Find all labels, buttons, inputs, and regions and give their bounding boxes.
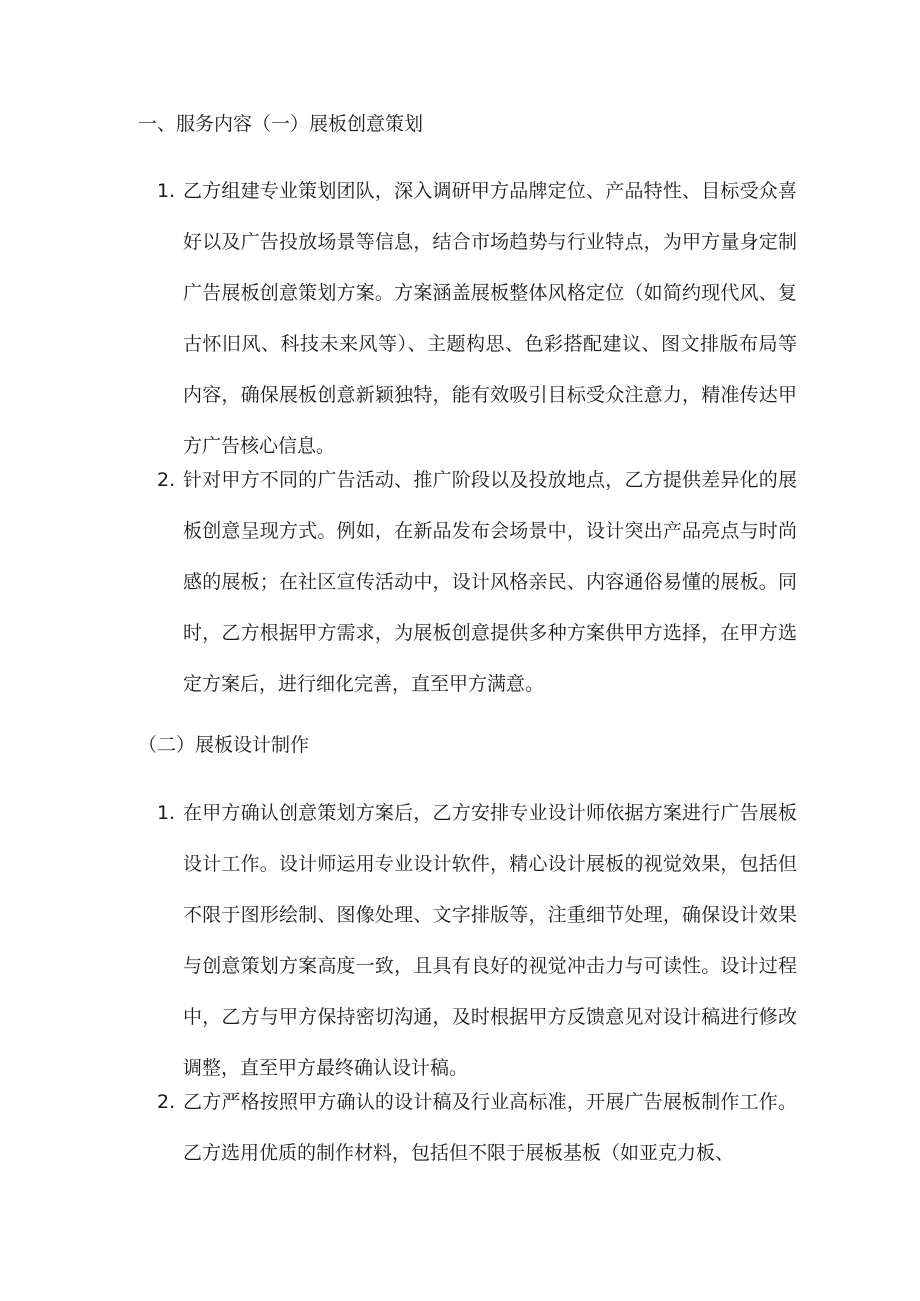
list-item (157, 1077, 797, 1179)
section-heading-design-production: （二）展板设计制作 (138, 734, 310, 756)
item-number: 1. (157, 802, 176, 824)
item-text: 乙方严格按照甲方确认的设计稿及行业高标准，开展广告展板制作工作。乙方选用优质的制作材料，包括但不限于展板基板（如亚克力板、 (183, 1091, 797, 1164)
list-item (157, 455, 797, 710)
list-item (157, 788, 797, 1094)
item-number: 1. (157, 180, 176, 202)
item-number: 2. (157, 469, 176, 491)
item-text: 在甲方确认创意策划方案后，乙方安排专业设计师依据方案进行广告展板设计工作。设计师运用专业设计软件，精心设计展板的视觉效果，包括但不限于图形绘制、图像处理、文字排版等，注重细节处理，确保设计效果与创意策划方案高度一致，且具有良好的视觉冲击力与可读性。设计过程中，乙方与甲方保持密切沟通，及时根据甲方反馈意见对设计稿进行修改调整，直至甲方最终确认设计稿。 (183, 802, 797, 1079)
item-text: 针对甲方不同的广告活动、推广阶段以及投放地点，乙方提供差异化的展板创意呈现方式。例如，在新品发布会场景中，设计突出产品亮点与时尚感的展板；在社区宣传活动中，设计风格亲民、内容通俗易懂的展板。同时，乙方根据甲方需求，为展板创意提供多种方案供甲方选择，在甲方选定方案后，进行细化完善，直至甲方满意。 (183, 469, 797, 695)
item-text: 乙方组建专业策划团队，深入调研甲方品牌定位、产品特性、目标受众喜好以及广告投放场景等信息，结合市场趋势与行业特点，为甲方量身定制广告展板创意策划方案。方案涵盖展板整体风格定位（如简约现代风、复古怀旧风、科技未来风等）、主题构思、色彩搭配建议、图文排版布局等内容，确保展板创意新颖独特，能有效吸引目标受众注意力，精准传达甲方广告核心信息。 (183, 180, 797, 457)
item-number: 2. (157, 1091, 176, 1113)
section-heading-service-content: 一、服务内容（一）展板创意策划 (138, 113, 424, 135)
list-item (157, 166, 797, 472)
